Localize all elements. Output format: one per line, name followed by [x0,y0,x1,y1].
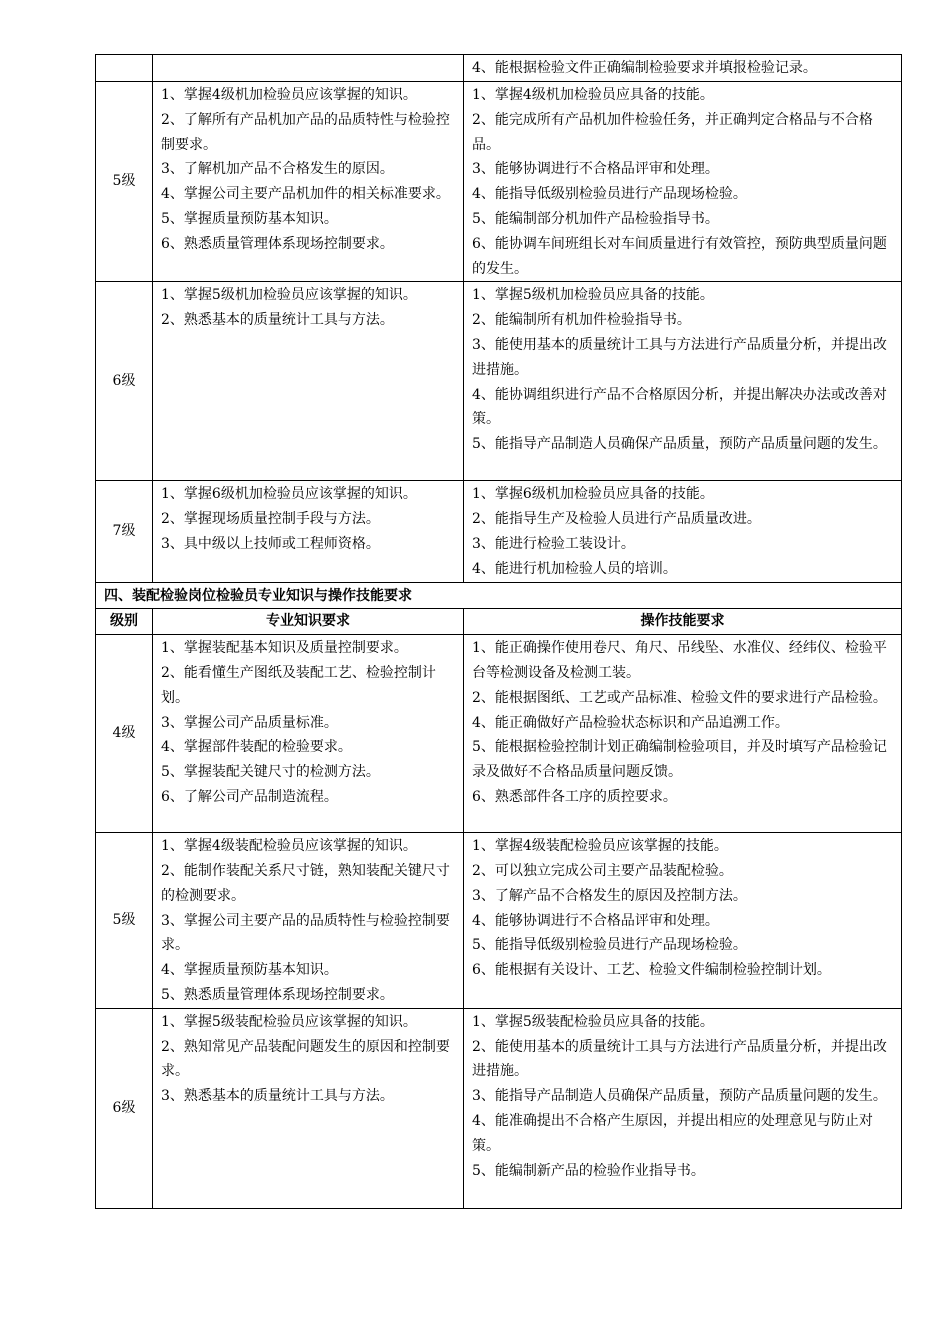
knowledge-item: 2、熟知常见产品装配问题发生的原因和控制要求。 [161,1038,450,1080]
knowledge-cell [153,1008,464,1208]
knowledge-item: 1、掌握5级机加检验员应该掌握的知识。 [161,287,417,304]
knowledge-item: 4、掌握质量预防基本知识。 [161,962,338,979]
skills-item: 2、能指导生产及检验人员进行产品质量改进。 [472,511,761,528]
skills-item: 5、能根据检验控制计划正确编制检验项目，并及时填写产品检验记录及做好不合格品质量问题反馈。 [472,739,887,781]
skills-item: 4、能根据检验文件正确编制检验要求并填报检验记录。 [472,60,817,76]
level-cell [96,55,153,82]
knowledge-item: 3、了解机加产品不合格发生的原因。 [161,161,394,178]
skills-item: 6、熟悉部件各工序的质控要求。 [472,788,677,805]
skills-cell [464,1008,902,1208]
skills-item: 4、能够协调进行不合格品评审和处理。 [472,912,719,929]
knowledge-cell [153,282,464,481]
requirements-table [95,54,902,1209]
skills-item: 3、能指导产品制造人员确保产品质量，预防产品质量问题的发生。 [472,1088,887,1105]
knowledge-item: 1、掌握4级装配检验员应该掌握的知识。 [161,838,417,855]
skills-item: 2、能完成所有产品机加件检验任务，并正确判定合格品与不合格品。 [472,111,873,153]
knowledge-item: 1、掌握5级装配检验员应该掌握的知识。 [161,1013,417,1030]
skills-item: 1、能正确操作使用卷尺、角尺、吊线坠、水准仪、经纬仪、检验平台等检测设备及检测工装。 [472,640,887,681]
knowledge-item: 2、熟悉基本的质量统计工具与方法。 [161,312,394,329]
skills-item: 2、能使用基本的质量统计工具与方法进行产品质量分析，并提出改进措施。 [472,1038,887,1080]
skills-item: 1、掌握4级机加检验员应具备的技能。 [472,87,714,103]
knowledge-cell [153,833,464,1009]
level-cell: 5级 [96,82,153,282]
skills-item: 2、能编制所有机加件检验指导书。 [472,312,691,329]
skills-cell [464,55,902,82]
skills-cell [464,82,902,282]
skills-cell [464,833,902,1009]
skills-item: 4、能正确做好产品检验状态标识和产品追溯工作。 [472,714,789,731]
skills-item: 1、掌握6级机加检验员应具备的技能。 [472,486,714,503]
knowledge-item: 3、具中级以上技师或工程师资格。 [161,535,380,552]
assembly-table-rows [96,635,902,1209]
skills-cell [464,635,902,833]
knowledge-item: 2、能制作装配关系尺寸链，熟知装配关键尺寸的检测要求。 [161,862,450,904]
knowledge-item: 2、掌握现场质量控制手段与方法。 [161,511,380,528]
level-row [96,282,902,481]
level-row [96,55,902,82]
level-cell: 4级 [96,635,153,833]
skills-item: 1、掌握5级机加检验员应具备的技能。 [472,287,714,304]
knowledge-item: 1、掌握装配基本知识及质量控制要求。 [161,640,408,657]
skills-item: 4、能协调组织进行产品不合格原因分析，并提出解决办法或改善对策。 [472,386,887,428]
knowledge-cell [153,55,464,82]
skills-item: 4、能准确提出不合格产生原因，并提出相应的处理意见与防止对策。 [472,1112,873,1154]
knowledge-item: 5、熟悉质量管理体系现场控制要求。 [161,986,394,1003]
skills-item: 3、能使用基本的质量统计工具与方法进行产品质量分析，并提出改进措施。 [472,336,887,378]
skills-item: 5、能指导产品制造人员确保产品质量，预防产品质量问题的发生。 [472,436,887,453]
skills-item: 3、能够协调进行不合格品评审和处理。 [472,161,719,178]
knowledge-item: 2、了解所有产品机加产品的品质特性与检验控制要求。 [161,111,450,153]
level-cell: 7级 [96,481,153,582]
level-row [96,481,902,582]
header-row [96,609,902,635]
skills-item: 6、能协调车间班组长对车间质量进行有效管控，预防典型质量问题的发生。 [472,235,887,277]
knowledge-item: 5、掌握质量预防基本知识。 [161,210,338,227]
section-title-row [96,582,902,609]
skills-item: 5、能指导低级别检验员进行产品现场检验。 [472,937,747,954]
knowledge-cell [153,635,464,833]
knowledge-item: 3、熟悉基本的质量统计工具与方法。 [161,1088,394,1105]
level-cell: 6级 [96,282,153,481]
knowledge-item: 3、掌握公司产品质量标准。 [161,714,338,731]
skills-item: 2、能根据图纸、工艺或产品标准、检验文件的要求进行产品检验。 [472,689,887,706]
knowledge-cell [153,481,464,582]
header-skills: 操作技能要求 [464,609,902,635]
knowledge-item: 6、熟悉质量管理体系现场控制要求。 [161,235,394,252]
skills-item: 3、了解产品不合格发生的原因及控制方法。 [472,887,747,904]
level-cell: 6级 [96,1008,153,1208]
assembly-section [96,582,902,635]
knowledge-item: 2、能看懂生产图纸及装配工艺、检验控制计划。 [161,664,436,706]
level-row [96,82,902,282]
skills-item: 5、能编制新产品的检验作业指导书。 [472,1162,705,1179]
skills-item: 4、能指导低级别检验员进行产品现场检验。 [472,186,747,203]
level-row [96,833,902,1009]
skills-item: 3、能进行检验工装设计。 [472,535,635,552]
knowledge-item: 5、掌握装配关键尺寸的检测方法。 [161,764,380,781]
skills-cell [464,481,902,582]
header-level: 级别 [96,609,153,635]
skills-item: 1、掌握4级装配检验员应该掌握的技能。 [472,838,728,855]
knowledge-item: 1、掌握4级机加检验员应该掌握的知识。 [161,87,417,103]
knowledge-item: 1、掌握6级机加检验员应该掌握的知识。 [161,486,417,503]
skills-item: 5、能编制部分机加件产品检验指导书。 [472,210,719,227]
skills-item: 2、可以独立完成公司主要产品装配检验。 [472,862,733,879]
skills-cell [464,282,902,481]
skills-item: 6、能根据有关设计、工艺、检验文件编制检验控制计划。 [472,962,831,979]
knowledge-item: 4、掌握部件装配的检验要求。 [161,739,352,756]
skills-item: 4、能进行机加检验人员的培训。 [472,560,677,577]
knowledge-item: 3、掌握公司主要产品的品质特性与检验控制要求。 [161,912,450,954]
level-row [96,1008,902,1208]
level-row [96,635,902,833]
inspection-table-top [96,55,902,583]
knowledge-cell [153,82,464,282]
knowledge-item: 6、了解公司产品制造流程。 [161,788,338,805]
section-title: 四、装配检验岗位检验员专业知识与操作技能要求 [96,582,902,609]
knowledge-item: 4、掌握公司主要产品机加件的相关标准要求。 [161,186,450,203]
level-cell: 5级 [96,833,153,1009]
header-knowledge: 专业知识要求 [153,609,464,635]
skills-item: 1、掌握5级装配检验员应具备的技能。 [472,1013,714,1030]
